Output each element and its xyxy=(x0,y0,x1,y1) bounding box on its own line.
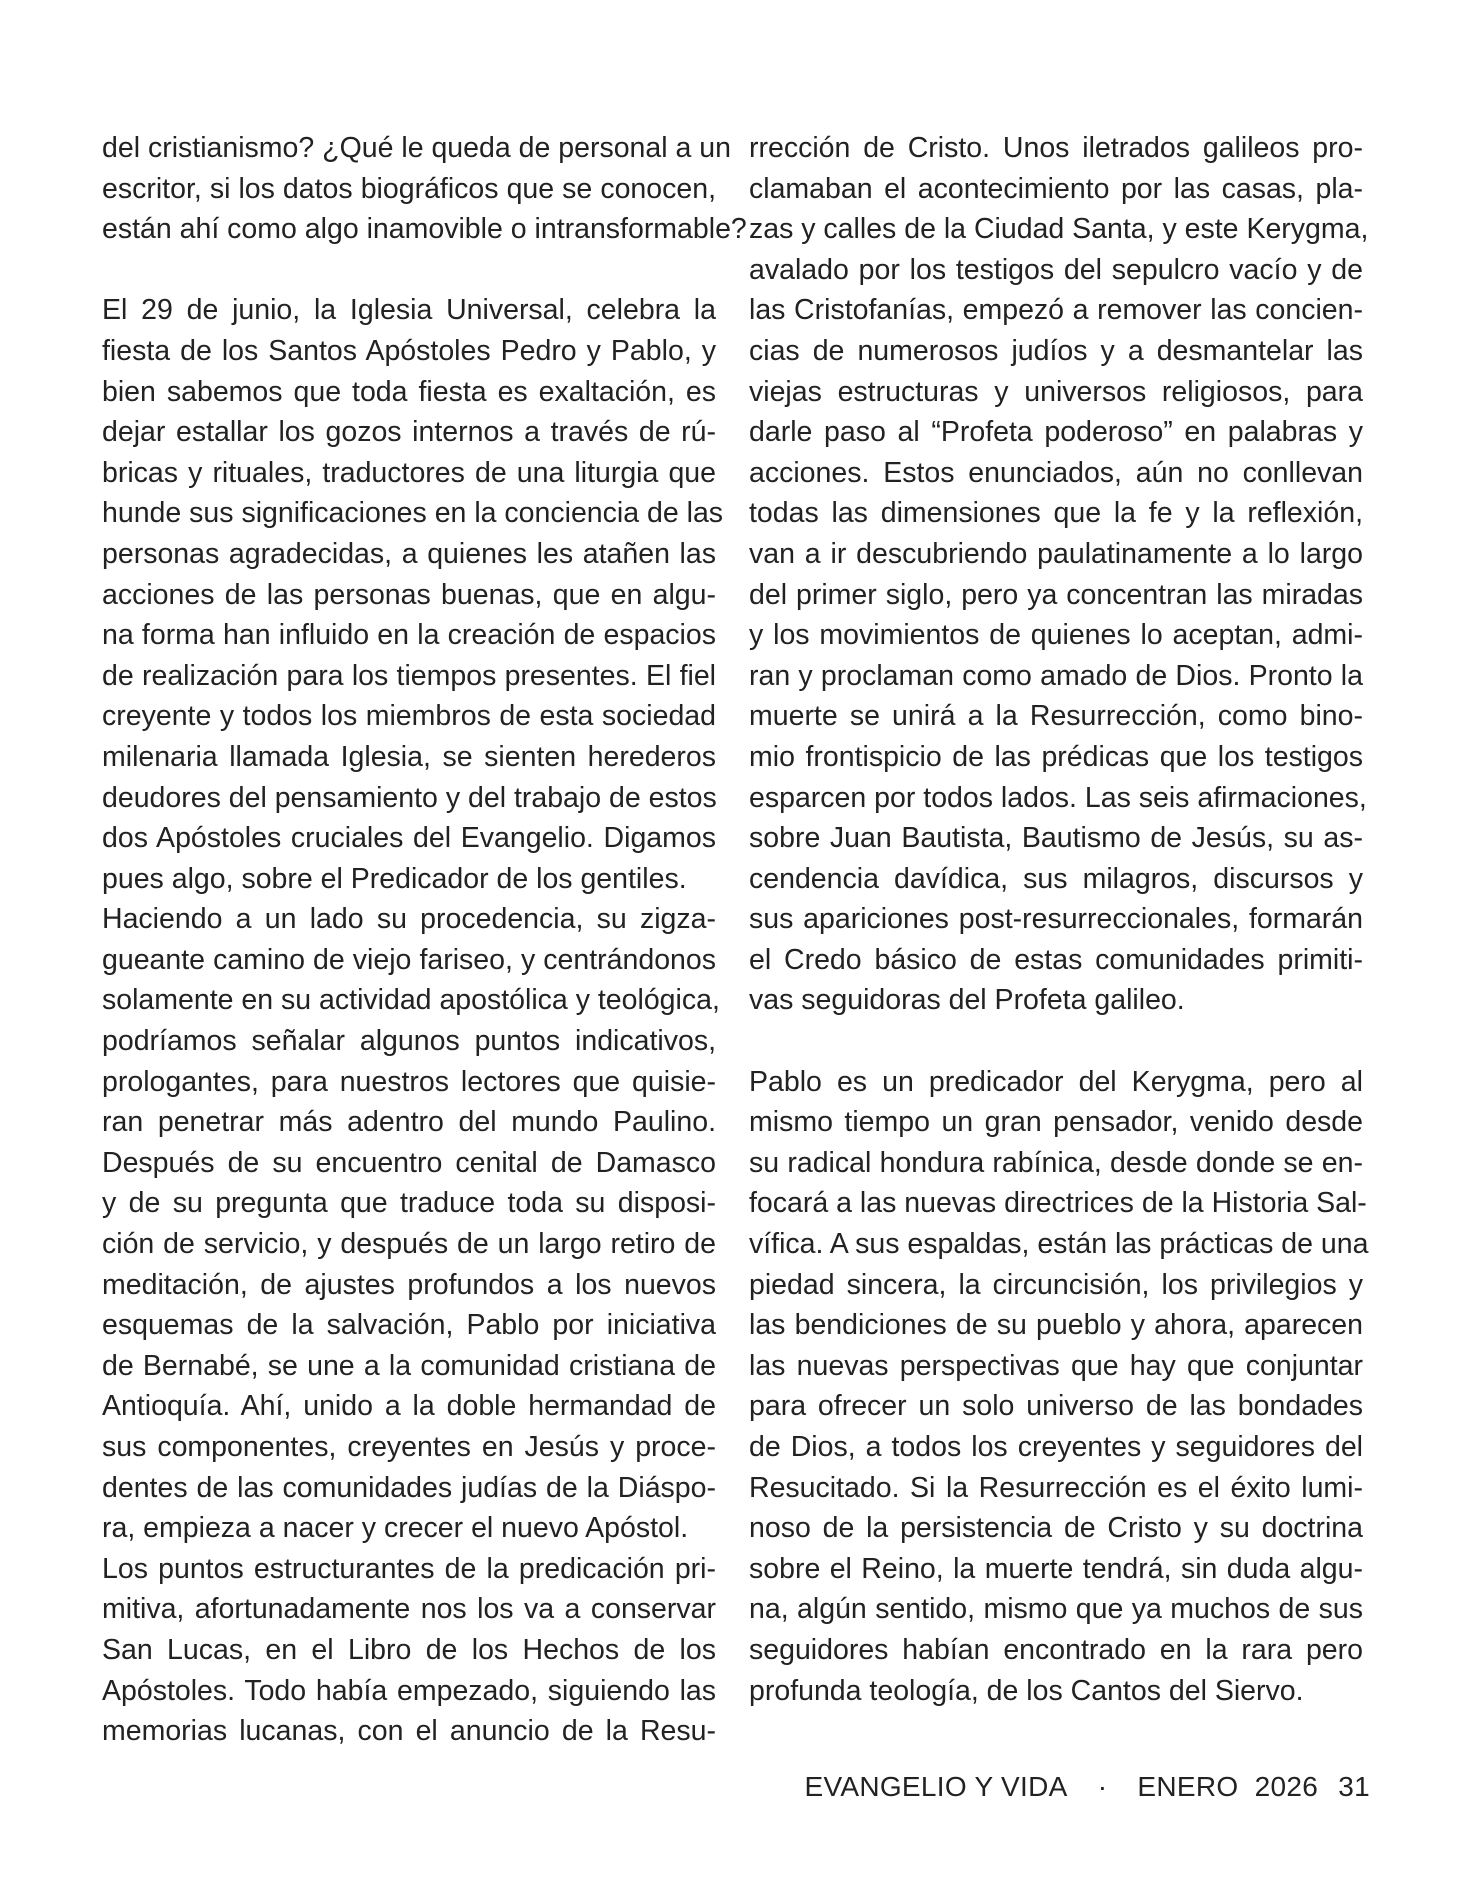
publication-name: EVANGELIO Y VIDA xyxy=(804,1771,1068,1802)
paragraph-3 xyxy=(749,128,1369,1021)
text-line: sobre Juan Bautista, Bautismo de Jesús, su as- xyxy=(749,822,1363,855)
text-line: cias de numerosos judíos y a desmantelar las xyxy=(749,334,1363,367)
text-line: Después de su encuentro cenital de Damasco xyxy=(102,1146,716,1179)
text-line: vas seguidoras del Profeta galileo. xyxy=(749,984,1185,1017)
text-line: ran y proclaman como amado de Dios. Pronto la xyxy=(749,659,1363,692)
text-line: ción de servicio, y después de un largo retiro de xyxy=(102,1228,716,1261)
text-line: clamaban el acontecimiento por las casas, pla- xyxy=(749,172,1363,205)
text-line: acciones. Estos enunciados, aún no conllevan xyxy=(749,456,1363,489)
text-line: na, algún sentido, mismo que ya muchos de sus xyxy=(749,1593,1363,1626)
text-line: dejar estallar los gozos internos a través de rú- xyxy=(102,416,716,449)
paragraph-1 xyxy=(102,128,747,250)
text-line: dos Apóstoles cruciales del Evangelio. Digamos xyxy=(102,822,716,855)
text-line: ran penetrar más adentro del mundo Paulino. xyxy=(102,1106,716,1139)
text-line: su radical hondura rabínica, desde donde se en- xyxy=(749,1146,1363,1179)
text-line: fiesta de los Santos Apóstoles Pedro y Pablo, y xyxy=(102,334,716,367)
issue-date: ENERO 2026 xyxy=(1137,1771,1319,1802)
text-line: profunda teología, de los Cantos del Siervo. xyxy=(749,1674,1304,1707)
text-line: las Cristofanías, empezó a remover las concien- xyxy=(749,294,1363,327)
text-line: están ahí como algo inamovible o intransformable? xyxy=(102,213,747,246)
text-line: viejas estructuras y universos religiosos, para xyxy=(749,375,1363,408)
text-line: Apóstoles. Todo había empezado, siguiendo las xyxy=(102,1674,716,1707)
text-line: mio frontispicio de las prédicas que los testigos xyxy=(749,740,1363,773)
text-line: cendencia davídica, sus milagros, discursos y xyxy=(749,862,1363,895)
text-line: deudores del pensamiento y del trabajo de estos xyxy=(102,781,717,814)
text-line: personas agradecidas, a quienes les atañen las xyxy=(102,537,716,570)
footer-separator: · xyxy=(1097,1771,1108,1802)
text-line: de Dios, a todos los creyentes y seguidores del xyxy=(749,1431,1363,1463)
text-line: sobre el Reino, la muerte tendrá, sin duda algu- xyxy=(749,1552,1363,1585)
text-line: esparcen por todos lados. Las seis afirmaciones, xyxy=(749,781,1367,814)
text-line: Haciendo a un lado su procedencia, su zigza- xyxy=(102,903,716,936)
text-line: hunde sus significaciones en la conciencia de las xyxy=(102,497,724,530)
text-line: solamente en su actividad apostólica y teológica, xyxy=(102,984,720,1017)
text-line: Los puntos estructurantes de la predicación pri- xyxy=(102,1552,716,1585)
text-line: sus apariciones post-resurreccionales, formarán xyxy=(749,903,1363,936)
text-line: milenaria llamada Iglesia, se sienten herederos xyxy=(102,740,716,773)
text-line: acciones de las personas buenas, que en algu- xyxy=(102,578,716,611)
text-line: dentes de las comunidades judías de la Diáspo- xyxy=(102,1471,716,1504)
text-line: van a ir descubriendo paulatinamente a lo largo xyxy=(749,537,1363,570)
text-line: ra, empieza a nacer y crecer el nuevo Apóstol. xyxy=(102,1512,689,1545)
text-line: noso de la persistencia de Cristo y su doctrina xyxy=(749,1512,1363,1545)
text-line: del cristianismo? ¿Qué le queda de personal a un xyxy=(102,132,731,164)
text-line: muerte se unirá a la Resurrección, como bino- xyxy=(749,700,1363,733)
text-line: prologantes, para nuestros lectores que quisie- xyxy=(102,1065,716,1098)
text-line: pues algo, sobre el Predicador de los gentiles. xyxy=(102,862,687,895)
text-line: escritor, si los datos biográficos que se conocen, xyxy=(102,172,716,205)
text-line: podríamos señalar algunos puntos indicativos, xyxy=(102,1025,716,1058)
text-line: las bendiciones de su pueblo y ahora, aparecen xyxy=(749,1309,1363,1342)
left-column xyxy=(102,128,747,1752)
paragraph-gap xyxy=(749,1021,1363,1062)
text-line: del primer siglo, pero ya concentran las miradas xyxy=(749,578,1363,611)
text-line: bricas y rituales, traductores de una liturgia que xyxy=(102,456,716,489)
text-line: meditación, de ajustes profundos a los nuevos xyxy=(102,1268,716,1301)
text-line: sus componentes, creyentes en Jesús y proce- xyxy=(102,1431,716,1463)
text-line: Pablo es un predicador del Kerygma, pero al xyxy=(749,1065,1363,1098)
paragraph-4 xyxy=(749,1062,1369,1712)
text-line: esquemas de la salvación, Pablo por iniciativa xyxy=(102,1309,716,1342)
text-line: avalado por los testigos del sepulcro vacío y de xyxy=(749,253,1363,286)
text-line: El 29 de junio, la Iglesia Universal, celebra la xyxy=(102,294,716,327)
text-line: rrección de Cristo. Unos iletrados galileos pro- xyxy=(749,132,1363,164)
page-footer xyxy=(804,1771,1370,1803)
text-line: darle paso al “Profeta poderoso” en palabras y xyxy=(749,416,1363,449)
text-line: mismo tiempo un gran pensador, venido desde xyxy=(749,1106,1363,1139)
text-line: mitiva, afortunadamente nos los va a conservar xyxy=(102,1593,716,1626)
text-line: San Lucas, en el Libro de los Hechos de los xyxy=(102,1633,716,1666)
text-line: todas las dimensiones que la fe y la reflexión, xyxy=(749,497,1363,530)
text-line: las nuevas perspectivas que hay que conjuntar xyxy=(749,1349,1363,1382)
text-line: focará a las nuevas directrices de la Historia Sal- xyxy=(749,1187,1367,1220)
text-line: zas y calles de la Ciudad Santa, y este Kerygma, xyxy=(749,213,1369,246)
text-line: Antioquía. Ahí, unido a la doble hermandad de xyxy=(102,1390,716,1423)
text-line: y de su pregunta que traduce toda su disposi- xyxy=(102,1187,716,1220)
text-line: vífica. A sus espaldas, están las prácticas de una xyxy=(749,1228,1369,1261)
text-line: gueante camino de viejo fariseo, y centrándonos xyxy=(102,943,716,976)
text-line: memorias lucanas, con el anuncio de la Resu- xyxy=(102,1715,716,1748)
right-column xyxy=(749,128,1369,1711)
text-line: el Credo básico de estas comunidades primiti- xyxy=(749,943,1363,976)
text-line: de realización para los tiempos presentes. El fiel xyxy=(102,659,716,692)
text-line: Resucitado. Si la Resurrección es el éxito lumi- xyxy=(749,1471,1363,1504)
paragraph-gap xyxy=(102,250,716,291)
page-number: 31 xyxy=(1338,1771,1370,1802)
text-line: piedad sincera, la circuncisión, los privilegios y xyxy=(749,1268,1363,1301)
text-line: y los movimientos de quienes lo aceptan, admi- xyxy=(749,619,1363,652)
text-line: bien sabemos que toda fiesta es exaltación, es xyxy=(102,375,716,408)
text-line: seguidores habían encontrado en la rara pero xyxy=(749,1633,1363,1666)
text-line: creyente y todos los miembros de esta sociedad xyxy=(102,700,716,733)
text-line: para ofrecer un solo universo de las bondades xyxy=(749,1390,1363,1423)
paragraph-2 xyxy=(102,290,724,1751)
text-line: na forma han influido en la creación de espacios xyxy=(102,619,716,652)
text-line: de Bernabé, se une a la comunidad cristiana de xyxy=(102,1349,716,1382)
